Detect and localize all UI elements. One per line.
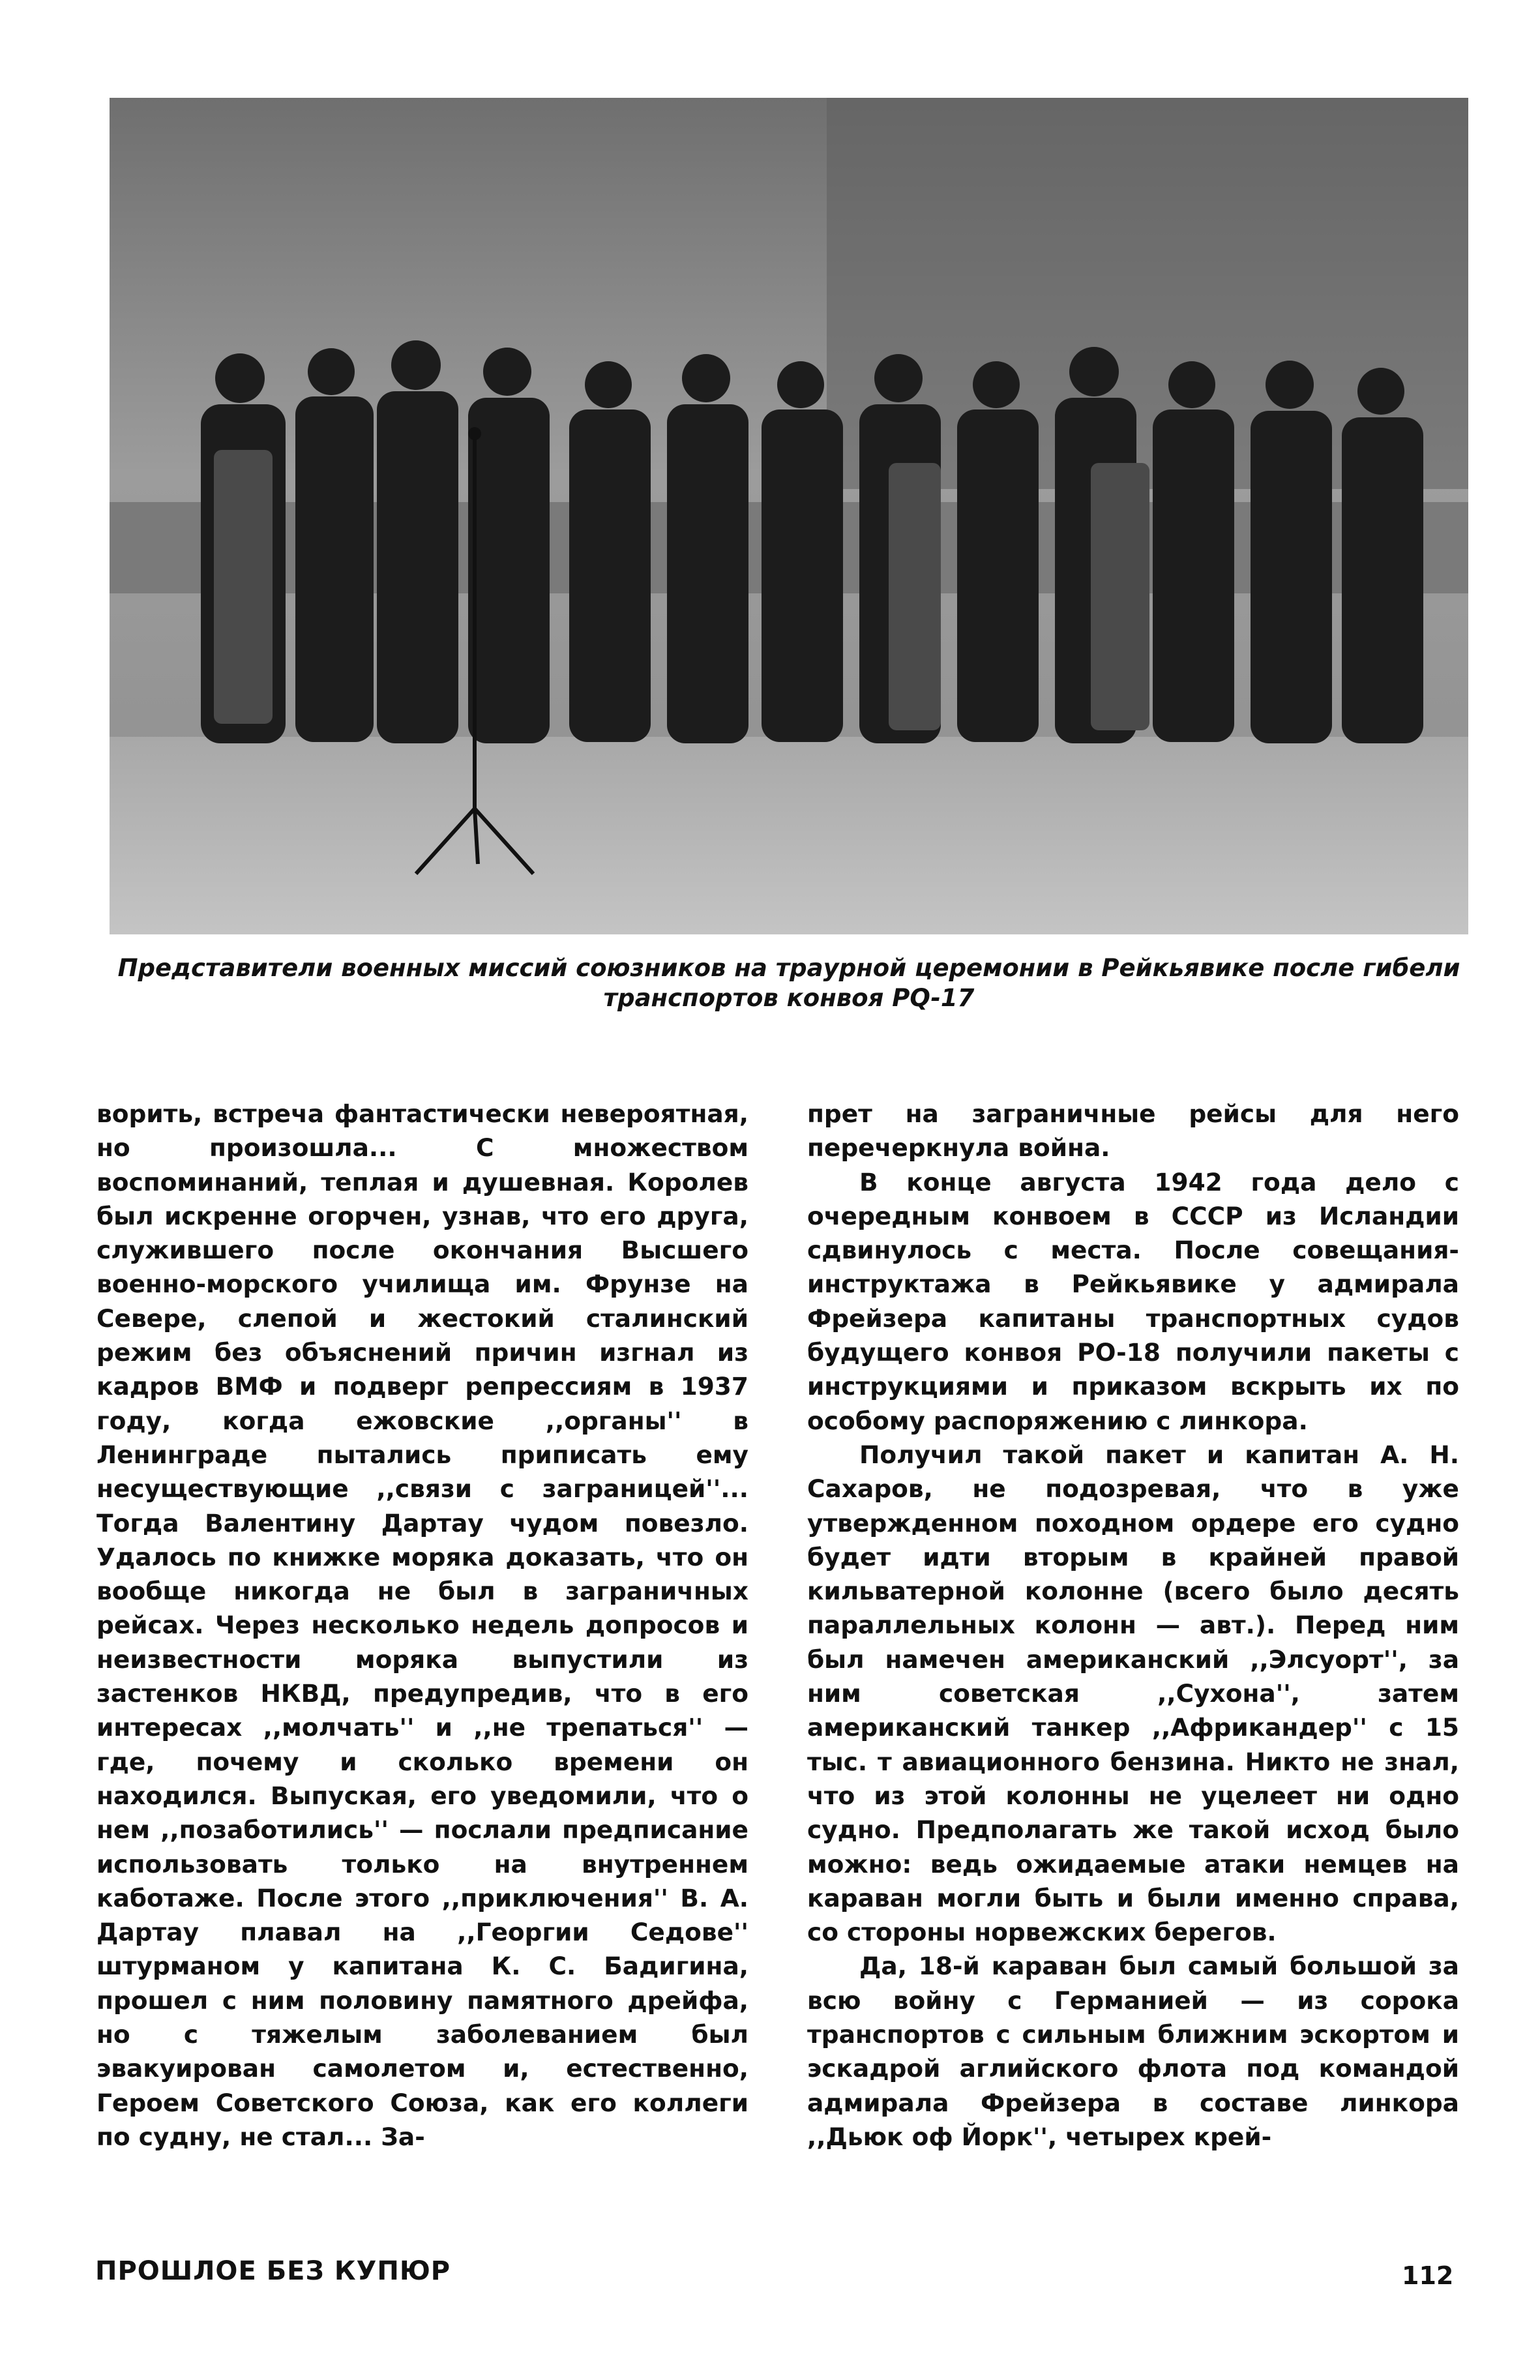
ceremony-photo-illustration bbox=[110, 98, 1468, 934]
page-number: 112 bbox=[1402, 2261, 1454, 2290]
paragraph: Да, 18-й караван был самый большой за всю войну с Германией — из сорока транспортов с сильным ближним эскортом и эскадрой аглийского флота под командой адмирала Фрейзера в составе линкора ,,Дьюк оф Йорк'', четырех крей- bbox=[807, 1952, 1459, 2151]
paragraph: прет на заграничные рейсы для него перечеркнула война. bbox=[807, 1099, 1459, 1163]
paragraph: ворить, встреча фантастически невероятная, но произошла... С множеством воспоминаний, теплая и душевная. Королев был искренне огорчен, узнав, что его друга, служившего после окончания Высшего военно-морского училища им. Фрунзе на Севере, слепой и жестокий сталинский режим без объяснений причин изгнал из кадров ВМФ и подверг репрессиям в 1937 году, когда ежовские ,,органы'' в Ленинграде пытались приписать ему несуществующие ,,связи с заграницей''... Тогда Валентину Дартау чудом повезло. Удалось по книжке моряка доказать, что он вообще никогда не был в заграничных рейсах. Через несколько недель допросов и неизвестности моряка выпустили из застенков НКВД, предупредив, что в его интересах ,,молчать'' и ,,не трепаться'' — где, почему и сколько времени он находился. Выпуская, его уведомили, что о нем ,,позаботились'' — послали предписание использовать только на внутреннем каботаже. После этого ,,приключения'' В. А. Дартау плавал на ,,Георгии Седове'' штурманом у капитана К. С. Бадигина, прошел с ним половину памятного дрейфа, но с тяжелым заболеванием был эвакуирован самолетом и, естественно, Героем Советского Союза, как его коллеги по судну, не стал... За- bbox=[96, 1099, 748, 2151]
right-text-column bbox=[807, 1097, 1459, 2154]
left-text-column bbox=[96, 1097, 748, 2154]
paragraph: Получил такой пакет и капитан А. Н. Сахаров, не подозревая, что в уже утвержденном походном ордере его судно будет идти вторым в крайней правой кильватерной колонне (всего было десять параллельных колонн — авт.). Перед ним был намечен американский ,,Элсуорт'', за ним советская ,,Сухона'', затем американский танкер ,,Африкандер'' с 15 тыс. т авиационного бензина. Никто не знал, что из этой колонны не уцелеет ни одно судно. Предполагать же такой исход было можно: ведь ожидаемые атаки немцев на караван могли быть и были именно справа, со стороны норвежских берегов. bbox=[807, 1440, 1459, 1947]
section-title: ПРОШЛОЕ БЕЗ КУПЮР bbox=[95, 2256, 451, 2286]
photo-caption: Представители военных миссий союзников на траурной церемонии в Рейкьявике после гибели транспортов конвоя PQ-17 bbox=[117, 954, 1460, 1012]
memorial-ceremony-photo bbox=[110, 98, 1468, 934]
paragraph: В конце августа 1942 года дело с очередным конвоем в СССР из Исландии сдвинулось с места. После совещания-инструктажа в Рейкьявике у адмирала Фрейзера капитаны транспортных судов будущего конвоя PO-18 получили пакеты с инструкциями и приказом вскрыть их по особому распоряжению с линкора. bbox=[807, 1167, 1459, 1435]
